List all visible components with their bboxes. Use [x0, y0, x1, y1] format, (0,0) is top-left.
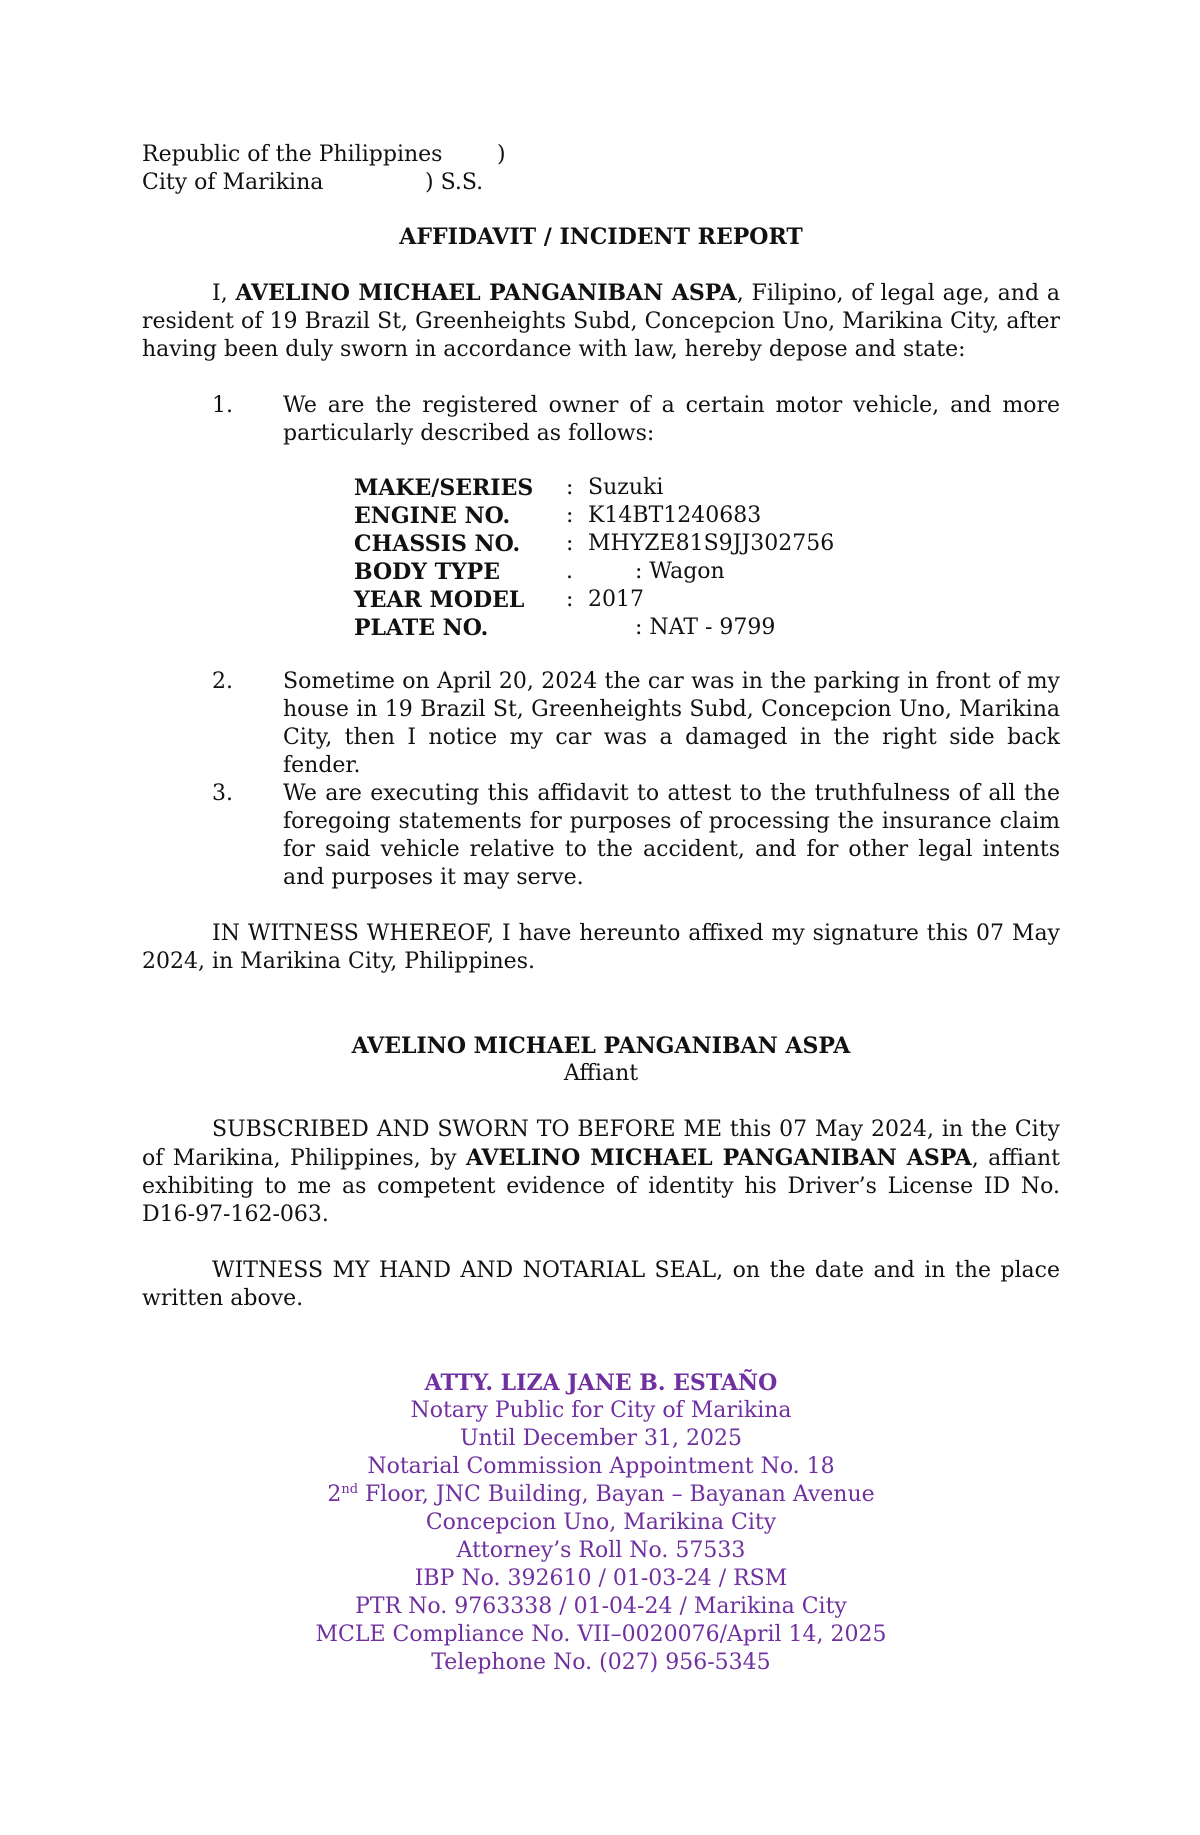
vehicle-row-chassis — [354, 530, 834, 558]
vehicle-separator — [566, 614, 588, 642]
jurat-paragraph — [142, 1116, 1060, 1229]
jurat-affiant-name: AVELINO MICHAEL PANGANIBAN ASPA — [465, 1145, 972, 1171]
vehicle-label: PLATE NO. — [354, 615, 489, 641]
venue-republic: Republic of the Philippines — [142, 142, 443, 167]
venue-republic-paren: ) — [497, 142, 506, 167]
notary-mcle-no: MCLE Compliance No. VII–0020076/April 14, 2025 — [315, 1622, 887, 1647]
affiant-name: AVELINO MICHAEL PANGANIBAN ASPA — [351, 1033, 851, 1059]
notary-validity: Until December 31, 2025 — [459, 1426, 743, 1451]
vehicle-value: 2017 — [588, 587, 644, 612]
vehicle-row-year-model — [354, 586, 834, 614]
venue-block — [142, 141, 1060, 197]
notary-ptr-no: PTR No. 9763338 / 01-04-24 / Marikina City — [355, 1594, 847, 1619]
statement-text: Sometime on April 20, 2024 the car was in the parking in front of my house in 19 Brazil St, Greenheights Subd, Concepcion Uno, Marikina City, then I notice my car was a damaged in the right side back fender. — [283, 669, 1060, 778]
statement-item-3 — [142, 780, 1060, 892]
intro-affiant-name: AVELINO MICHAEL PANGANIBAN ASPA — [235, 280, 737, 306]
jurat-prefix: SUBSCRIBED AND SWORN TO BEFORE ME this 07 May 2024, in the City of Marikina, Philippines, by — [142, 1117, 1060, 1171]
statement-text: We are the registered owner of a certain motor vehicle, and more particularly described as follows: — [283, 393, 1060, 446]
vehicle-label: BODY TYPE — [354, 559, 500, 585]
statement-number: 1. — [212, 393, 233, 418]
vehicle-value: MHYZE81S9JJ302756 — [588, 531, 835, 556]
statement-text: We are executing this affidavit to attest to the truthfulness of all the foregoing statements for purposes of processing the insurance claim for said vehicle relative to the accident, and for other legal intents and purposes it may serve. — [283, 781, 1060, 890]
notary-telephone: Telephone No. (027) 956-5345 — [431, 1650, 771, 1675]
venue-city: City of Marikina — [142, 170, 324, 195]
witness-paragraph: IN WITNESS WHEREOF, I have hereunto affixed my signature this 07 May 2024, in Marikina City, Philippines. — [142, 921, 1060, 974]
vehicle-row-engine — [354, 502, 834, 530]
notary-roll-no: Attorney’s Roll No. 57533 — [456, 1538, 746, 1563]
document-title: AFFIDAVIT / INCIDENT REPORT — [399, 224, 803, 250]
vehicle-row-make — [354, 474, 834, 502]
floor-address: Floor, JNC Building, Bayan – Bayanan Avenue — [358, 1482, 875, 1507]
floor-number: 2 — [327, 1482, 342, 1507]
notarial-seal-paragraph: WITNESS MY HAND AND NOTARIAL SEAL, on the date and in the place written above. — [142, 1258, 1060, 1311]
document-body — [142, 141, 1060, 1677]
notary-name: ATTY. LIZA JANE B. ESTAÑO — [424, 1370, 778, 1396]
vehicle-label: MAKE/SERIES — [354, 475, 534, 501]
vehicle-value: : NAT - 9799 — [635, 615, 776, 640]
venue-city-ss: ) S.S. — [425, 170, 484, 195]
intro-prefix: I, — [212, 281, 236, 306]
vehicle-value: Suzuki — [588, 475, 664, 500]
intro-paragraph — [142, 279, 1060, 364]
jurat-suffix: , affiant exhibiting to me as competent evidence of identity his Driver’s License ID No. D16-97-162-063. — [142, 1146, 1060, 1227]
statement-item-1 — [142, 392, 1060, 448]
vehicle-separator: . — [566, 559, 573, 584]
vehicle-separator: : — [566, 587, 574, 612]
vehicle-row-plate — [354, 614, 834, 642]
notary-commission: Notary Public for City of Marikina — [410, 1398, 792, 1423]
notary-ibp-no: IBP No. 392610 / 01-03-24 / RSM — [414, 1566, 788, 1591]
vehicle-label: ENGINE NO. — [354, 503, 511, 529]
statement-item-2 — [142, 668, 1060, 780]
affiant-role: Affiant — [563, 1061, 639, 1086]
vehicle-label: YEAR MODEL — [354, 587, 525, 613]
notary-block — [142, 1369, 1060, 1677]
vehicle-label: CHASSIS NO. — [354, 531, 521, 557]
vehicle-value: : Wagon — [635, 559, 725, 584]
notary-address-line2: Concepcion Uno, Marikina City — [425, 1510, 777, 1535]
vehicle-value: K14BT1240683 — [588, 503, 762, 528]
vehicle-separator: : — [566, 531, 574, 556]
statement-number: 2. — [212, 669, 233, 694]
vehicle-separator: : — [566, 475, 574, 500]
intro-text: , Filipino, of legal age, and a resident of 19 Brazil St, Greenheights Subd, Concepcion Uno, Marikina City, after having been duly sworn in accordance with law, hereby depose and state: — [142, 281, 1060, 362]
statement-list — [142, 392, 1060, 892]
statement-number: 3. — [212, 781, 233, 806]
notary-address-line1 — [142, 1481, 1060, 1509]
notary-appointment: Notarial Commission Appointment No. 18 — [367, 1454, 835, 1479]
floor-ordinal: nd — [341, 1482, 359, 1497]
vehicle-row-body-type — [354, 558, 834, 586]
affiant-signature-block — [142, 1032, 1060, 1088]
vehicle-details-table — [354, 474, 834, 642]
vehicle-separator: : — [566, 503, 574, 528]
